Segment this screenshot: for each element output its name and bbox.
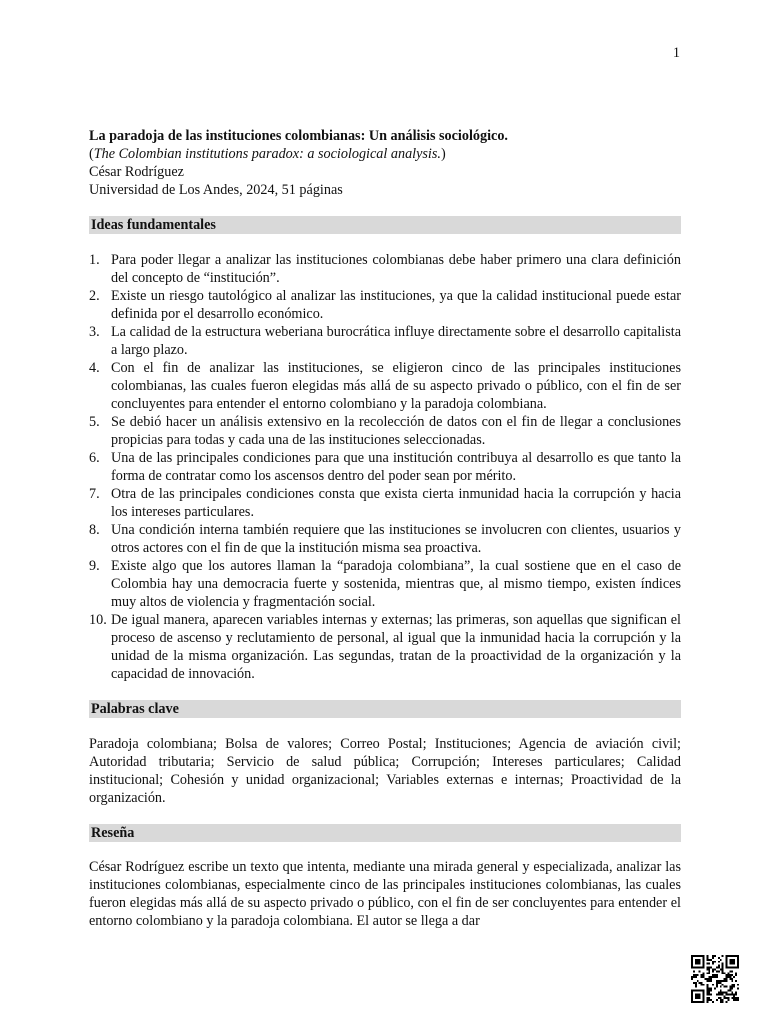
idea-item [89,413,681,449]
idea-text: Una condición interna también requiere que las instituciones se involucren con clientes, usuarios y otros actores con el fin de que la institución misma sea proactiva. [111,522,681,556]
subtitle-open-paren: ( [89,146,94,162]
section-header-keywords: Palabras clave [89,700,681,718]
idea-item [89,557,681,611]
idea-item [89,359,681,413]
idea-text: Existe algo que los autores llaman la “paradoja colombiana”, la cual sostiene que en el caso de Colombia hay una democracia fuerte y sostenida, mientras que, al mismo tiempo, existen índices muy altos de violencia y fragmentación social. [111,558,681,610]
idea-number: 1. [89,252,100,268]
idea-number: 10. [89,612,107,628]
idea-text: La calidad de la estructura weberiana burocrática influye directamente sobre el desarrollo capitalista a largo plazo. [111,324,681,358]
author-name: César Rodríguez [89,164,184,180]
review-text: César Rodríguez escribe un texto que intenta, mediante una mirada general y especializada, analizar las instituciones colombianas, especialmente cinco de las principales instituciones colombianas, las cuales fueron elegidas más allá de su aspecto privado o público, con el fin de ser concluyentes para entender el entorno colombiano y la paradoja colombiana. El autor se llega a dar [89,859,681,929]
document-body [89,127,681,930]
publisher-info: Universidad de Los Andes, 2024, 51 páginas [89,182,343,198]
section-header-review: Reseña [89,824,681,842]
idea-item [89,521,681,557]
idea-item [89,449,681,485]
idea-item [89,611,681,683]
idea-item [89,287,681,323]
section-header-ideas: Ideas fundamentales [89,216,681,234]
idea-number: 8. [89,522,100,538]
keywords-text: Paradoja colombiana; Bolsa de valores; Correo Postal; Instituciones; Agencia de aviación civil; Autoridad tributaria; Servicio de salud pública; Corrupción; Intereses particulares; Calidad institucional; Cohesión y unidad organizacional; Variables externas e internas; Proactividad de la organización. [89,736,681,806]
idea-number: 2. [89,288,100,304]
idea-number: 5. [89,414,100,430]
document-subtitle [89,145,681,163]
subtitle-close-paren: ) [440,146,446,162]
idea-number: 9. [89,558,100,574]
idea-item [89,323,681,359]
qr-code-icon[interactable] [691,955,739,1003]
idea-number: 7. [89,486,100,502]
idea-number: 3. [89,324,100,340]
idea-text: Para poder llegar a analizar las instituciones colombianas debe haber primero una clara definición del concepto de “institución”. [111,252,681,286]
document-title: La paradoja de las instituciones colombianas: Un análisis sociológico. [89,128,508,144]
english-title: The Colombian institutions paradox: a sociological analysis. [93,146,441,162]
idea-text: Se debió hacer un análisis extensivo en la recolección de datos con el fin de llegar a conclusiones propicias para todas y cada una de las instituciones seleccionadas. [111,414,681,448]
idea-text: Existe un riesgo tautológico al analizar las instituciones, ya que la calidad institucional puede estar definida por el desarrollo económico. [111,288,681,322]
idea-text: Otra de las principales condiciones consta que exista cierta inmunidad hacia la corrupción y hacia los intereses particulares. [111,486,681,520]
page-number: 1 [672,45,680,61]
idea-text: De igual manera, aparecen variables internas y externas; las primeras, son aquellas que significan el proceso de ascenso y reclutamiento de personal, al igual que la inmunidad hacia la corrupción y la unidad de la misma organización. Las segundas, tratan de la proactividad de la organización y la capacidad de innovación. [111,612,681,682]
idea-number: 6. [89,450,100,466]
idea-item [89,251,681,287]
idea-text: Con el fin de analizar las instituciones, se eligieron cinco de las principales instituciones colombianas, las cuales fueron elegidas más allá de su aspecto privado o público, con el fin de ser concluyentes para entender el entorno colombiano y la paradoja colombiana. [111,360,681,412]
idea-text: Una de las principales condiciones para que una institución contribuya al desarrollo es que tanto la forma de contratar como los ascensos dentro del poder sean por mérito. [111,450,681,484]
idea-item [89,485,681,521]
idea-number: 4. [89,360,100,376]
ideas-list [89,251,681,683]
